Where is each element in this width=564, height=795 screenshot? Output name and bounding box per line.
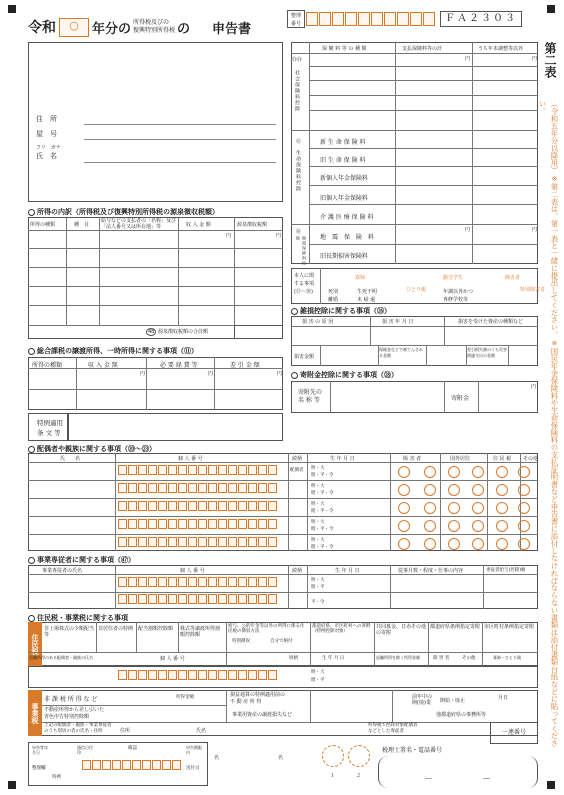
casualty-amount-label: 損害金額 <box>294 354 315 360</box>
title-end: の <box>177 21 191 37</box>
income-unit-2: 円 <box>276 233 282 239</box>
tokurei-field[interactable] <box>68 413 283 441</box>
business-staff-title: 事業専従者に関する事項（㊼） <box>28 555 135 565</box>
bt-start: 前年中の 開(廃)業 <box>412 694 433 706</box>
yago-line[interactable] <box>84 139 276 140</box>
name-label: 氏 名 <box>36 152 57 160</box>
phone-sep-2: － <box>482 775 492 785</box>
opt-mikikan[interactable]: 未 帰 還 <box>357 297 376 303</box>
casualty-title: 雑損控除に関する事項（㉖） <box>291 306 391 316</box>
tax-accountant-label: 税理士署名・電話番号 <box>382 747 443 754</box>
resident-number-cells[interactable] <box>118 670 278 682</box>
social-num: ⑬⑭ <box>292 57 303 63</box>
income-col-tax: 源泉徴収税額 <box>237 222 268 228</box>
donation-name-label: 寄附先の 名 称 等 <box>298 389 323 404</box>
business-side-label: 事業税 <box>28 690 42 736</box>
income-col-payer: 給与などの支払者の「名称」及び「法人番号又は所在地」等 <box>101 218 177 230</box>
address-label: 住 所 <box>36 115 57 123</box>
stamp-2 <box>348 745 370 767</box>
insurance-table <box>291 42 538 264</box>
sidebar-heading: 第二表 <box>543 42 557 78</box>
quake-num: ⑯ <box>296 229 302 235</box>
yago-label: 屋 号 <box>36 130 57 138</box>
spouse-label: 配偶者 <box>290 468 304 473</box>
dependent-checkbox-circles[interactable] <box>392 464 536 550</box>
resident-tax-title: 住民税・事業税に関する事項 <box>28 613 128 623</box>
donation-table <box>291 381 538 413</box>
income-total-label: 48 源泉徴収税額の合計額 <box>148 329 208 335</box>
address-block <box>28 42 283 202</box>
life-label: 生命保険料控除 <box>295 150 301 192</box>
form-code: ＦＡ２３０３ <box>440 11 522 27</box>
widow-option[interactable]: 寡婦 <box>355 275 366 281</box>
seiri-number-boxes[interactable] <box>306 12 436 26</box>
form-title <box>28 16 288 38</box>
title-small-line1: 所得税及びの <box>133 19 170 26</box>
title-small-line2: 復興特別所得税 <box>133 27 176 34</box>
social-label: 社会保険料控除 <box>294 70 300 112</box>
seiri-label: 整理 番号 <box>287 10 305 28</box>
personal-label: 本人に関 する事項 (⑰～⑳) <box>294 273 315 295</box>
quake-row-0: 地 震 保 険 料 <box>320 234 375 241</box>
tax-accountant-field[interactable] <box>378 756 538 788</box>
bt-blue: 損益通算の特例適用前の 不 動 産 所 得 <box>230 692 286 705</box>
ins-col-type: 保 険 料 等 の 種 類 <box>322 46 367 52</box>
single-parent-option[interactable]: ひとり親 <box>406 287 427 293</box>
life-row-2: 新個人年金保険料 <box>320 175 369 182</box>
quake-label: 地震保険料控除 <box>296 236 307 266</box>
resident-row-2 <box>28 666 538 688</box>
title-form: 申告書 <box>212 21 252 37</box>
extra-2: 専修学校等 <box>443 297 469 303</box>
era-label: 令和 <box>28 20 56 36</box>
resident-row-number: 個 人 番 号 <box>160 656 185 662</box>
income-detail-title: 所得の内訳（所得税及び復興特別所得税の源泉徴収税額） <box>28 207 219 217</box>
life-row-3: 旧個人年金保険料 <box>320 195 369 202</box>
opt-rikon[interactable]: 離婚 <box>328 297 339 303</box>
disabled-option[interactable]: 障害者 <box>505 275 521 281</box>
special-disabled-option[interactable]: 特別障害者 <box>520 287 546 293</box>
life-num: ⑮ <box>296 139 302 145</box>
life-row-4: 介 護 医 療 保 険 料 <box>320 214 374 221</box>
extra-1: 年調以外かつ <box>443 289 474 295</box>
registration-mark-br <box>547 781 555 789</box>
student-option[interactable]: 勤労学生 <box>443 275 464 281</box>
ins-col-paid: 支払保険料等の計 <box>402 46 443 52</box>
ins-col-year-end: うち年末調整等以外 <box>478 46 524 52</box>
furigana-label: フリ ガナ <box>36 145 61 151</box>
bt-row3: 上記の配偶者・親族・事業専従者 のうち別居の者の氏名・住所 <box>44 723 112 734</box>
bt-row2: 不動産所得から差し引いた 青色申告特別控除額 <box>44 707 105 720</box>
life-row-1: 旧 生 命 保 険 料 <box>320 157 366 164</box>
footer-cells[interactable] <box>82 760 182 772</box>
resident-side-label: 住民税 <box>28 622 42 666</box>
name-line[interactable] <box>84 162 276 163</box>
title-mid: 年分の <box>92 21 132 37</box>
transfer-title: 総合課税の譲渡所得、一時所得に関する事項（⑪） <box>28 346 198 356</box>
registration-mark-tl <box>8 5 16 13</box>
quake-row-1: 旧長期損害保険料 <box>320 253 369 260</box>
opt-seishi[interactable]: 生死不明 <box>357 289 378 295</box>
resident-row-label: 退職所得のある配偶者・親族の氏名 <box>29 655 93 660</box>
dependents-title: 配偶者や親族に関する事項（⑳～㉓） <box>28 444 156 454</box>
income-unit-1: 円 <box>226 233 232 239</box>
income-total-field[interactable] <box>234 325 283 339</box>
ichiren-box: 一連番号 <box>490 722 538 744</box>
tokurei-box: 特例適用 条 文 等 <box>28 413 68 441</box>
casualty-disaster-label: 差引損失額のうち災害関連支出の金額 <box>467 347 507 358</box>
income-col-amount: 収 入 金 額 <box>186 222 211 228</box>
donation-amount-label: 寄附金 <box>451 395 470 402</box>
casualty-reimb-label: 保険金などで補てんされる金額 <box>379 347 423 358</box>
sidebar-note: （令和五年分以降用）※第二表は、第一表と一緒に提出してください。※国民年金保険料や生命保険料の支払証明書など申告書に添付しなければならない書類は添付書類台紙などに貼ってください。 <box>538 100 559 747</box>
phone-sep-1: － <box>424 775 434 785</box>
registration-mark-bl <box>8 781 16 789</box>
income-col-item: 種 目 <box>74 222 90 228</box>
donation-title: 寄附金控除に関する事項（㉘） <box>291 370 398 380</box>
income-col-type: 所得の種類 <box>30 222 56 228</box>
life-row-0: 新 生 命 保 険 料 <box>320 139 366 146</box>
year-input[interactable]: ○ <box>59 18 89 37</box>
opt-shibetsu[interactable]: 死別 <box>328 289 339 295</box>
stamp-1 <box>322 745 344 767</box>
registration-mark-tr <box>547 5 555 13</box>
address-line[interactable] <box>84 124 276 125</box>
bt-single: 所得税で控除対象配偶者 などとした専従者 <box>368 723 418 734</box>
